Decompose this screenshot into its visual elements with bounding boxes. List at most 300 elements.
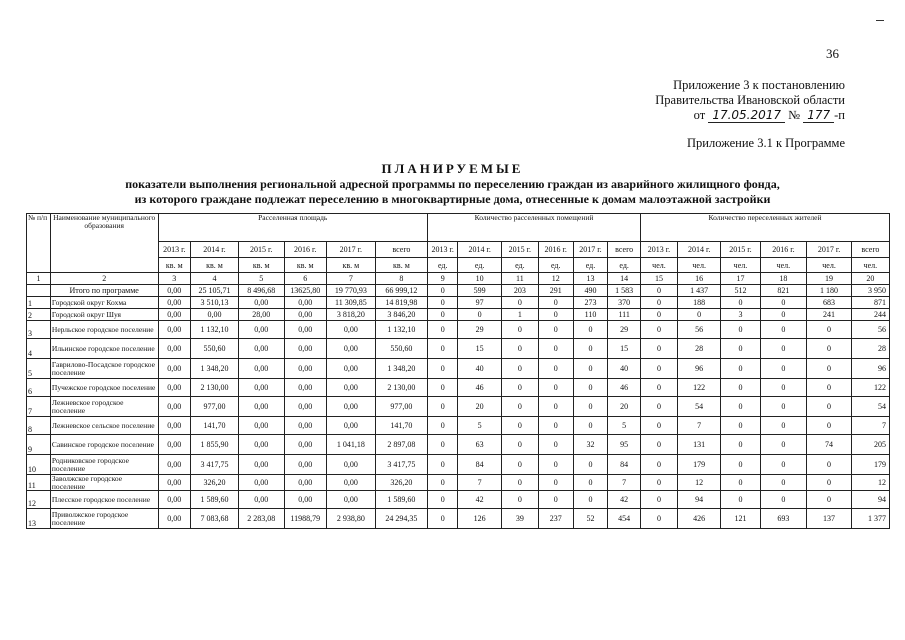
table-cell: 599 [458, 285, 501, 297]
table-row [27, 475, 890, 491]
table-cell: 0 [501, 491, 538, 509]
table-cell: 0,00 [284, 491, 326, 509]
table-cell: 141,70 [375, 417, 427, 435]
table-cell: 0 [427, 397, 457, 417]
table-cell: 490 [573, 285, 608, 297]
column-number: 9 [427, 273, 457, 285]
handwritten-date: 17.05.2017 [708, 108, 785, 123]
date-prefix: от [693, 108, 706, 122]
row-name: Савинское городское поселение [50, 435, 158, 455]
table-cell: 0,00 [326, 321, 375, 339]
row-name: Городской округ Кохма [50, 297, 158, 309]
header-year: 2013 г. [158, 242, 191, 258]
table-cell: 141,70 [191, 417, 239, 435]
table-row [27, 379, 890, 397]
table-cell: 3 846,20 [375, 309, 427, 321]
table-cell: 0 [760, 491, 807, 509]
header-group-rooms: Количество расселенных помещений [427, 214, 640, 242]
column-number: 7 [326, 273, 375, 285]
table-cell: 66 999,12 [375, 285, 427, 297]
table-cell: 110 [573, 309, 608, 321]
row-number: 1 [27, 297, 51, 309]
table-cell: 179 [677, 455, 720, 475]
table-cell: 28,00 [238, 309, 284, 321]
table-cell: 0 [721, 491, 760, 509]
table-cell: 291 [538, 285, 573, 297]
table-cell: 0 [538, 455, 573, 475]
header-unit: кв. м [375, 258, 427, 273]
header-num: № п/п [27, 214, 51, 273]
table-cell: 0 [721, 339, 760, 359]
table-cell: 0 [640, 379, 677, 397]
table-cell: 84 [608, 455, 641, 475]
row-number: 7 [27, 397, 51, 417]
table-cell: 550,60 [375, 339, 427, 359]
table-cell: 0 [427, 379, 457, 397]
table-cell: 0 [427, 309, 457, 321]
header-group-area: Расселенная площадь [158, 214, 427, 242]
table-cell: 0,00 [238, 359, 284, 379]
table-cell: 0 [721, 455, 760, 475]
table-cell: 241 [807, 309, 852, 321]
table-row [27, 435, 890, 455]
table-cell: 0,00 [158, 321, 191, 339]
table-cell: 0 [501, 475, 538, 491]
table-cell: 3 [721, 309, 760, 321]
table-cell: 0 [760, 321, 807, 339]
row-number: 4 [27, 339, 51, 359]
table-cell: 0,00 [326, 359, 375, 379]
table-cell: 20 [458, 397, 501, 417]
header-year: 2015 г. [238, 242, 284, 258]
column-number: 5 [238, 273, 284, 285]
row-number: 12 [27, 491, 51, 509]
table-cell: 56 [677, 321, 720, 339]
table-cell: 29 [608, 321, 641, 339]
page-number: 36 [826, 46, 839, 61]
table-cell: 1 [501, 309, 538, 321]
table-cell: 0 [501, 297, 538, 309]
table-cell: 131 [677, 435, 720, 455]
table-cell: 0,00 [158, 435, 191, 455]
table-row [27, 321, 890, 339]
table-cell: 7 [608, 475, 641, 491]
table-cell: 1 348,20 [375, 359, 427, 379]
table-cell: 203 [501, 285, 538, 297]
column-number: 18 [760, 273, 807, 285]
table-cell: 1 589,60 [375, 491, 427, 509]
table-cell: 96 [851, 359, 889, 379]
table-cell: 1 855,90 [191, 435, 239, 455]
header-unit: кв. м [191, 258, 239, 273]
table-row [27, 397, 890, 417]
header-unit: кв. м [284, 258, 326, 273]
column-number: 20 [851, 273, 889, 285]
row-number: 11 [27, 475, 51, 491]
column-number: 3 [158, 273, 191, 285]
table-cell: 29 [458, 321, 501, 339]
row-number: 9 [27, 435, 51, 455]
table-cell: 237 [538, 509, 573, 529]
appendix-line-2: Правительства Ивановской области [655, 93, 845, 107]
table-cell: 0 [538, 417, 573, 435]
row-name: Лежневское сельское поселение [50, 417, 158, 435]
table-cell: 0 [501, 455, 538, 475]
table-cell: 1 583 [608, 285, 641, 297]
table-cell: 0,00 [238, 475, 284, 491]
row-name: Нерльское городское поселение [50, 321, 158, 339]
table-row [27, 455, 890, 475]
header-unit: ед. [538, 258, 573, 273]
table-cell: 5 [608, 417, 641, 435]
header-unit: ед. [501, 258, 538, 273]
table-cell: 0,00 [158, 491, 191, 509]
table-cell: 24 294,35 [375, 509, 427, 529]
header-unit: кв. м [158, 258, 191, 273]
table-cell: 0,00 [158, 509, 191, 529]
table-cell: 15 [608, 339, 641, 359]
row-number: 13 [27, 509, 51, 529]
table-cell: 0,00 [158, 397, 191, 417]
table-cell: 1 437 [677, 285, 720, 297]
column-number: 12 [538, 273, 573, 285]
column-number: 14 [608, 273, 641, 285]
table-cell: 0 [427, 297, 457, 309]
table-cell: 0 [427, 509, 457, 529]
table-cell: 871 [851, 297, 889, 309]
table-cell: 0 [760, 397, 807, 417]
table-cell: 0 [573, 359, 608, 379]
table-cell: 0 [721, 435, 760, 455]
table-cell: 1 180 [807, 285, 852, 297]
header-year: 2014 г. [458, 242, 501, 258]
table-cell: 0 [501, 417, 538, 435]
table-cell: 0 [721, 397, 760, 417]
header-name: Наименование муниципального образования [50, 214, 158, 273]
row-name: Пучежское городское поселение [50, 379, 158, 397]
table-cell: 0,00 [158, 297, 191, 309]
table-cell: 2 938,80 [326, 509, 375, 529]
header-year: 2016 г. [760, 242, 807, 258]
row-name: Заволжское городское поселение [50, 475, 158, 491]
table-cell: 3 417,75 [191, 455, 239, 475]
header-unit: чел. [807, 258, 852, 273]
table-cell: 0 [538, 491, 573, 509]
header-year: 2016 г. [538, 242, 573, 258]
table-cell: 0 [501, 339, 538, 359]
table-cell: 0,00 [284, 297, 326, 309]
column-number: 10 [458, 273, 501, 285]
header-year: 2013 г. [427, 242, 457, 258]
table-cell: 0 [640, 417, 677, 435]
table-cell: 0,00 [284, 339, 326, 359]
table-cell: 0 [573, 417, 608, 435]
table-cell: 0,00 [158, 475, 191, 491]
column-number: 13 [573, 273, 608, 285]
table-cell: 0 [538, 435, 573, 455]
table-cell: 0 [427, 455, 457, 475]
table-cell: 0,00 [284, 379, 326, 397]
table-cell: 2 130,00 [375, 379, 427, 397]
header-unit: чел. [721, 258, 760, 273]
table-cell: 0 [721, 321, 760, 339]
table-cell: 0 [427, 417, 457, 435]
header-year: 2014 г. [677, 242, 720, 258]
table-cell: 39 [501, 509, 538, 529]
table-cell: 0 [721, 297, 760, 309]
header-unit: чел. [640, 258, 677, 273]
table-cell: 977,00 [191, 397, 239, 417]
table-row [27, 359, 890, 379]
table-cell: 0 [760, 339, 807, 359]
table-cell: 0,00 [326, 397, 375, 417]
row-number: 3 [27, 321, 51, 339]
table-cell: 0 [721, 417, 760, 435]
table-cell: 0 [640, 397, 677, 417]
table-cell: 0,00 [158, 379, 191, 397]
table-cell: 0 [807, 321, 852, 339]
table-cell: 0,00 [158, 309, 191, 321]
header-year: 2015 г. [721, 242, 760, 258]
header-year: 2017 г. [807, 242, 852, 258]
table-row [27, 509, 890, 529]
table-cell: 0 [427, 285, 457, 297]
header-column-numbers-row [27, 273, 890, 285]
table-cell: 0 [640, 509, 677, 529]
header-unit: ед. [427, 258, 457, 273]
table-cell: 0 [760, 475, 807, 491]
appendix-date-line [694, 108, 845, 123]
header-unit: чел. [851, 258, 889, 273]
row-number: 8 [27, 417, 51, 435]
table-cell: 96 [677, 359, 720, 379]
table-cell: 3 510,13 [191, 297, 239, 309]
table-cell: 0 [538, 475, 573, 491]
table-cell: 0,00 [238, 321, 284, 339]
table-cell: 11 309,85 [326, 297, 375, 309]
table-cell: 1 132,10 [191, 321, 239, 339]
table-cell: 42 [608, 491, 641, 509]
table-cell: 0 [538, 339, 573, 359]
table-cell: 0 [427, 321, 457, 339]
header-unit: кв. м [326, 258, 375, 273]
row-name: Городской округ Шуя [50, 309, 158, 321]
row-name: Родниковское городское поселение [50, 455, 158, 475]
table-cell: 0 [677, 309, 720, 321]
table-cell: 0 [538, 359, 573, 379]
table-cell: 94 [851, 491, 889, 509]
table-cell: 0 [807, 397, 852, 417]
table-cell: 7 083,68 [191, 509, 239, 529]
header-year: 2013 г. [640, 242, 677, 258]
table-cell: 977,00 [375, 397, 427, 417]
table-cell: 0,00 [238, 297, 284, 309]
table-cell: 42 [458, 491, 501, 509]
table-cell: 0 [807, 491, 852, 509]
table-cell: 137 [807, 509, 852, 529]
table-cell: 11988,79 [284, 509, 326, 529]
table-cell: 0 [640, 297, 677, 309]
header-unit: кв. м [238, 258, 284, 273]
column-number: 11 [501, 273, 538, 285]
table-cell: 0 [573, 379, 608, 397]
table-cell: 244 [851, 309, 889, 321]
table-cell: 0,00 [191, 309, 239, 321]
table-cell: 0,00 [284, 475, 326, 491]
number-prefix: № [788, 108, 801, 122]
table-cell: 54 [851, 397, 889, 417]
table-cell: 1 377 [851, 509, 889, 529]
document-title: ПЛАНИРУЕМЫЕ [381, 161, 524, 176]
table-cell: 0 [640, 285, 677, 297]
table-cell: 84 [458, 455, 501, 475]
table-cell: 0,00 [284, 435, 326, 455]
table-cell: 0 [427, 435, 457, 455]
document-subtitle-1: показатели выполнения региональной адресной программы по переселению граждан из аварийного жилищного фонда, [125, 177, 780, 191]
table-cell: 0,00 [284, 417, 326, 435]
column-number: 17 [721, 273, 760, 285]
header-year: всего [375, 242, 427, 258]
row-number: 10 [27, 455, 51, 475]
table-cell: 0 [721, 379, 760, 397]
table-cell: 0 [640, 359, 677, 379]
table-cell: 0 [501, 359, 538, 379]
table-cell: 0 [807, 417, 852, 435]
header-unit: чел. [760, 258, 807, 273]
header-year: 2015 г. [501, 242, 538, 258]
table-cell: 0 [807, 475, 852, 491]
table-cell: 0 [573, 491, 608, 509]
table-cell: 0 [538, 379, 573, 397]
table-cell: 0 [640, 339, 677, 359]
table-cell: 0,00 [238, 491, 284, 509]
table-cell: 0 [538, 297, 573, 309]
appendix-line-1: Приложение 3 к постановлению [673, 78, 845, 92]
document-subtitle-2: из которого граждане подлежат переселению в многоквартирные дома, отнесенные к домам малоэтажной застройки [134, 192, 771, 206]
table-cell: 0 [538, 309, 573, 321]
header-year: всего [608, 242, 641, 258]
table-cell: 0,00 [326, 455, 375, 475]
table-cell: 40 [458, 359, 501, 379]
header-unit: ед. [458, 258, 501, 273]
table-cell: 0,00 [326, 417, 375, 435]
table-cell: 1 348,20 [191, 359, 239, 379]
table-cell: 111 [608, 309, 641, 321]
table-cell: 0,00 [158, 339, 191, 359]
table-cell: 0 [640, 475, 677, 491]
header-year: 2017 г. [573, 242, 608, 258]
column-number: 1 [27, 273, 51, 285]
row-name: Лежневское городское поселение [50, 397, 158, 417]
table-cell: 14 819,98 [375, 297, 427, 309]
table-row [27, 339, 890, 359]
table-cell: 326,20 [191, 475, 239, 491]
table-cell: 0,00 [326, 491, 375, 509]
table-cell: 370 [608, 297, 641, 309]
indicators-table [26, 213, 890, 529]
table-cell: 52 [573, 509, 608, 529]
table-row [27, 297, 890, 309]
table-cell: 0 [640, 309, 677, 321]
header-year: 2016 г. [284, 242, 326, 258]
table-cell: 0 [427, 359, 457, 379]
table-cell: 15 [458, 339, 501, 359]
header-year: 2014 г. [191, 242, 239, 258]
table-cell: 0,00 [238, 339, 284, 359]
row-number: 6 [27, 379, 51, 397]
table-cell: 683 [807, 297, 852, 309]
column-number: 8 [375, 273, 427, 285]
table-cell: 122 [677, 379, 720, 397]
table-cell: 97 [458, 297, 501, 309]
row-name: Плесское городское поселение [50, 491, 158, 509]
table-cell: 126 [458, 509, 501, 529]
header-unit: ед. [608, 258, 641, 273]
table-cell: 46 [458, 379, 501, 397]
table-cell: 0 [760, 435, 807, 455]
table-row [27, 309, 890, 321]
table-cell: 0,00 [326, 339, 375, 359]
header-unit: чел. [677, 258, 720, 273]
row-name: Ильинское городское поселение [50, 339, 158, 359]
table-cell: 0,00 [284, 309, 326, 321]
table-cell: 821 [760, 285, 807, 297]
table-cell: 3 818,20 [326, 309, 375, 321]
table-cell: 0 [721, 475, 760, 491]
table-cell: 0,00 [158, 359, 191, 379]
table-cell: 179 [851, 455, 889, 475]
table-cell: 0,00 [284, 397, 326, 417]
table-cell: 94 [677, 491, 720, 509]
table-cell: 7 [677, 417, 720, 435]
table-cell: 0 [538, 397, 573, 417]
column-number: 15 [640, 273, 677, 285]
table-cell: 0 [573, 475, 608, 491]
table-cell: 3 950 [851, 285, 889, 297]
handwritten-number: 177 [803, 108, 834, 123]
table-cell: 326,20 [375, 475, 427, 491]
table-cell: 2 897,08 [375, 435, 427, 455]
table-cell: 12 [851, 475, 889, 491]
table-cell: 512 [721, 285, 760, 297]
column-number: 2 [50, 273, 158, 285]
table-cell: 0 [501, 397, 538, 417]
row-name: Гаврилово-Посадское городское поселение [50, 359, 158, 379]
table-cell: 20 [608, 397, 641, 417]
table-cell: 13625,80 [284, 285, 326, 297]
table-cell: 0 [760, 379, 807, 397]
table-cell: 0,00 [158, 455, 191, 475]
table-cell: 1 589,60 [191, 491, 239, 509]
table-cell: 25 105,71 [191, 285, 239, 297]
corner-mark [876, 20, 884, 21]
table-cell: 0 [427, 475, 457, 491]
header-year: всего [851, 242, 889, 258]
header-group-people: Количество переселенных жителей [640, 214, 889, 242]
table-cell: 0,00 [238, 435, 284, 455]
table-cell: 550,60 [191, 339, 239, 359]
table-cell: 0 [760, 359, 807, 379]
table-cell: 46 [608, 379, 641, 397]
row-name: Приволжское городское поселение [50, 509, 158, 529]
table-cell: 95 [608, 435, 641, 455]
table-cell: 0 [760, 309, 807, 321]
table-cell: 0,00 [326, 475, 375, 491]
column-number: 6 [284, 273, 326, 285]
table-cell: 0 [573, 455, 608, 475]
table-cell: 0,00 [326, 379, 375, 397]
table-cell: 0 [573, 397, 608, 417]
